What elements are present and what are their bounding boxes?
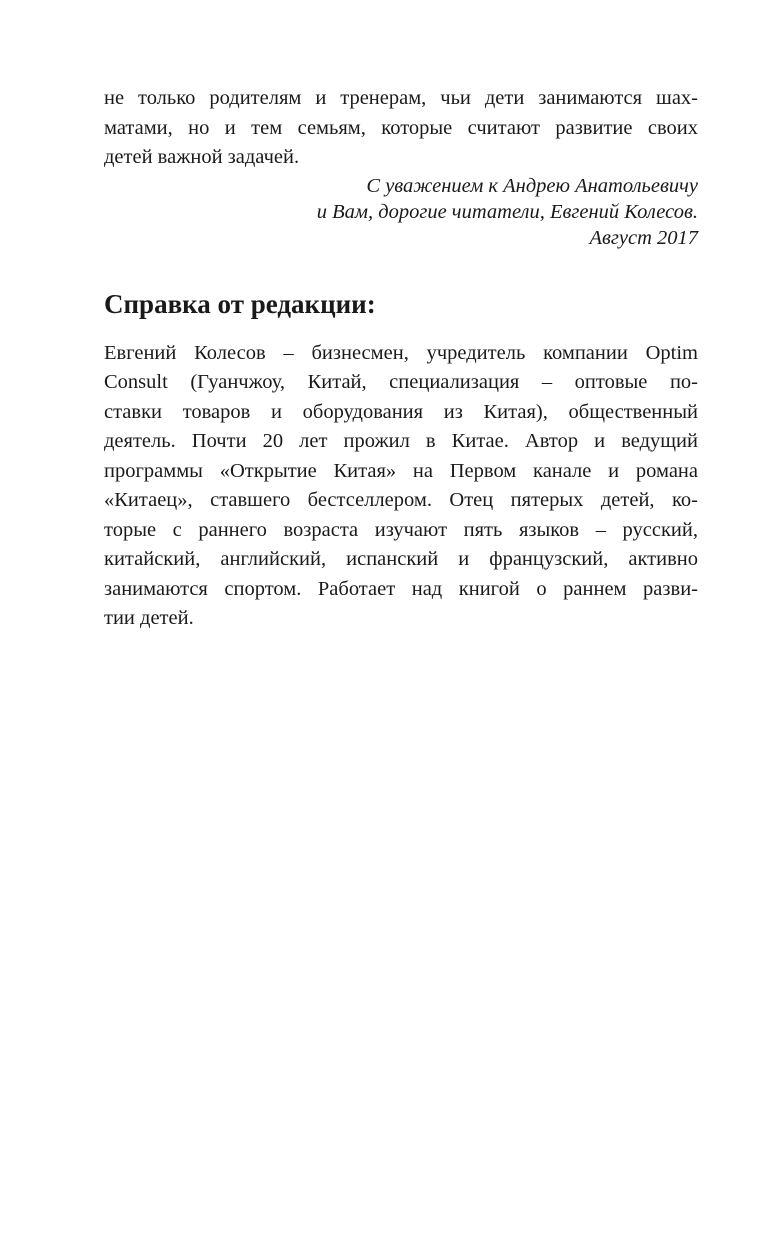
- signature-line: и Вам, дорогие читатели, Евгений Колесов.: [316, 200, 698, 223]
- intro-line: матами, но и тем семьям, которые считают развитие своих: [104, 116, 698, 139]
- body-line: Consult (Гуанчжоу, Китай, специализация – оптовые по-: [104, 371, 698, 393]
- body-line: ставки товаров и оборудования из Китая), общественный: [104, 400, 698, 423]
- section-heading: Справка от редакции:: [104, 288, 376, 319]
- body-line: китайский, английский, испанский и французский, активно: [104, 548, 698, 570]
- intro-line: не только родителям и тренерам, чьи дети занимаются шах-: [104, 87, 698, 109]
- signature-date: Август 2017: [589, 226, 698, 249]
- body-line: тии детей.: [104, 607, 194, 629]
- body-line: торые с раннего возраста изучают пять языков – русский,: [104, 518, 698, 541]
- intro-paragraph: [104, 84, 698, 173]
- signature-block: [104, 173, 698, 251]
- body-line: Евгений Колесов – бизнесмен, учредитель компании Optim: [104, 341, 698, 364]
- intro-line: детей важной задачей.: [104, 146, 300, 168]
- body-line: занимаются спортом. Работает над книгой о раннем разви-: [104, 577, 698, 600]
- body-line: программы «Открытие Китая» на Первом канале и романа: [104, 459, 698, 482]
- page-content: [104, 84, 698, 634]
- editorial-note-paragraph: [104, 339, 698, 634]
- body-line: деятель. Почти 20 лет прожил в Китае. Автор и ведущий: [104, 430, 698, 452]
- signature-line: С уважением к Андрею Анатольевичу: [366, 174, 698, 197]
- body-line: «Китаец», ставшего бестселлером. Отец пятерых детей, ко-: [104, 489, 698, 511]
